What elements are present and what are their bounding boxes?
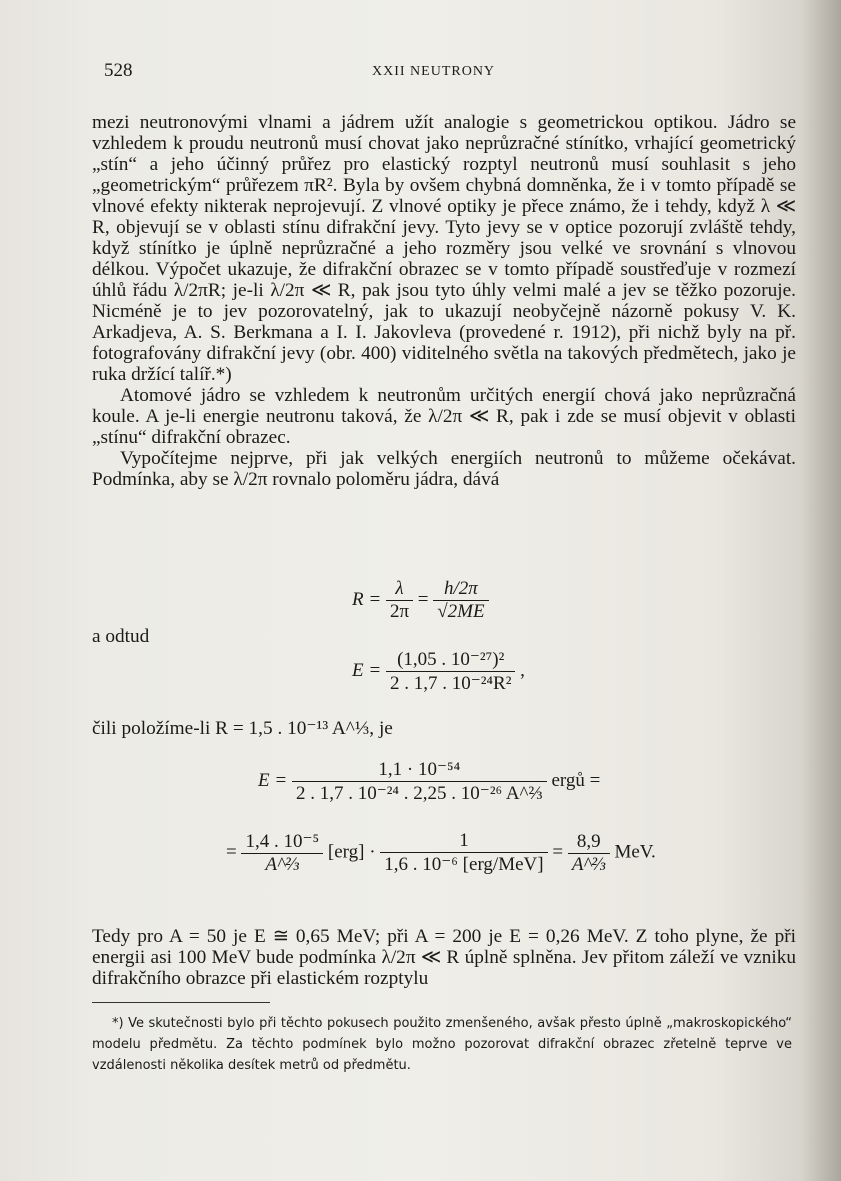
body-text (92, 112, 796, 490)
fraction-h-sqrt: $\frac{h/2\pi}{√2ME}$ (433, 578, 488, 623)
equation-energy-3: = $\frac{\text{1,4 . 10⁻⁵}}{\text{A\textasciicircum{}⅔}}$ [erg] · $\frac{1}{\text{1,6 . 10⁻⁶ [erg/MeV]}}$ = $\frac{8,9}{\text{A\textasciicircum{}⅔}}$ MeV. (226, 830, 656, 875)
fraction-energy-2: $\frac{\text{1,1 · 10⁻⁵⁴}}{\text{2 . 1,7 . 10⁻²⁴ . 2,25 . 10⁻²⁶ A\textasciicircum{}⅔}}$ (292, 758, 547, 805)
footnote: *) Ve skutečnosti bylo při těchto pokusech použito zmenšeného, avšak přesto úplně „makroskopického“ modelu předmětu. Za těchto podmínek bylo možno pozorovat difrakční obrazec zřetelně teprve ve vzdálenosti několika desítek metrů od předmětu. (92, 1016, 792, 1073)
closing-paragraph: Tedy pro A = 50 je E ≅ 0,65 MeV; při A = 200 je E = 0,26 MeV. Z toho plyne, že při energii asi 100 MeV bude podmínka λ/2π ≪ R úplně splněna. Jev přitom záleží ve vzniku difrakčního obrazce při elastickém rozptylu (92, 926, 796, 989)
equation-energy-2: E = $\frac{\text{1,1 · 10⁻⁵⁴}}{\text{2 . 1,7 . 10⁻²⁴ . 2,25 . 10⁻²⁶ A\textasciicircum{}⅔}}$ ergů = (258, 759, 601, 804)
footnote-rule (92, 1002, 270, 1003)
page-edge-shadow (801, 0, 841, 1181)
fraction-lambda-2pi: $\frac{\lambda}{2\pi}$ (386, 578, 413, 623)
equation-radius: R = $\frac{\lambda}{2\pi}$ = $\frac{h/2\pi}{√2ME}$ (352, 578, 489, 623)
running-head: XXII NEUTRONY (372, 64, 496, 79)
paragraph-1: mezi neutronovými vlnami a jádrem užít analogie s geometrickou optikou. Jádro se vzhledem k proudu neutronů musí chovat jako neprůzračné stínítko, vrhající geometrický „stín“ a jeho účinný průřez pro elastický rozptyl neutronů musí souhlasit s jeho „geometrickým“ průřezem πR². Byla by ovšem chybná domněnka, že i v tomto případě se vlnové efekty nikterak neprojevují. Z vlnové optiky je přece známo, že i tehdy, když λ ≪ R, objevují se v oblasti stínu difrakční jevy. Tyto jevy se v optice pozorují zvláště tehdy, když stínítko je úplně neprůzračné a jeho rozměry jsou velké ve srovnání s vlnovou délkou. Výpočet ukazuje, že difrakční obrazec se v tomto případě soustřeďuje v rozmezí úhlů řádu λ/2πR; je-li λ/2π ≪ R, pak jsou tyto úhly velmi malé a jev se těžko pozoruje. Nicméně je to jev pozorovatelný, jak to ukazují neobyčejně názorně pokusy V. K. Arkadjeva, A. S. Berkmana a I. I. Jakovleva (provedené r. 1912), při nichž byly na př. fotografovány difrakční jevy (obr. 400) viditelného světla na takových předmětech, jako je ruka držící talíř.*) (92, 112, 796, 385)
page-number: 528 (104, 60, 133, 81)
paragraph-2: Atomové jádro se vzhledem k neutronům určitých energií chová jako neprůzračná koule. A je-li energie neutronu taková, že λ/2π ≪ R, pak i zde se musí objevit v oblasti „stínu“ difrakční obrazec. (92, 385, 796, 448)
equation-energy: E = $\frac{\text{(1,05 . 10⁻²⁷)²}}{\text{2 . 1,7 . 10⁻²⁴R²}}$ , (352, 649, 525, 694)
a-odtud-text: a odtud (92, 626, 150, 647)
fraction-erg: $\frac{\text{1,4 . 10⁻⁵}}{\text{A\textasciicircum{}⅔}}$ (241, 830, 323, 876)
fraction-conversion: $\frac{1}{\text{1,6 . 10⁻⁶ [erg/MeV]}}$ (380, 830, 547, 876)
fraction-energy: $\frac{\text{(1,05 . 10⁻²⁷)²}}{\text{2 . 1,7 . 10⁻²⁴R²}}$ (386, 648, 515, 695)
cili-text: čili položíme-li R = 1,5 . 10⁻¹³ A^⅓, je (92, 718, 393, 739)
paragraph-3: Vypočítejme nejprve, při jak velkých energiích neutronů to můžeme očekávat. Podmínka, aby se λ/2π rovnalo poloměru jádra, dává (92, 448, 796, 490)
fraction-mev: $\frac{8,9}{\text{A\textasciicircum{}⅔}}$ (568, 831, 610, 876)
